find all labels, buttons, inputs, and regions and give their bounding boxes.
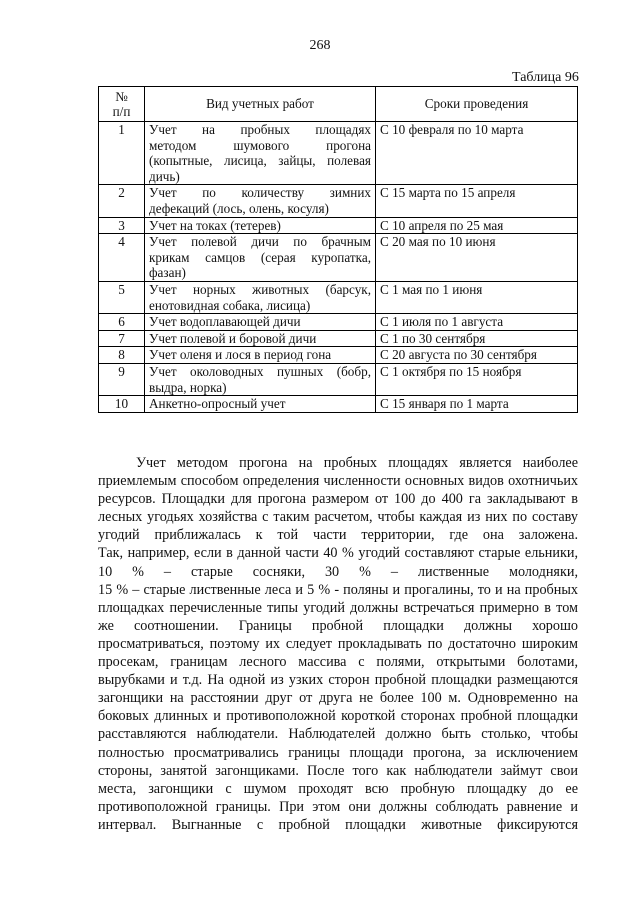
- row-dates: С 15 января по 1 марта: [376, 396, 578, 413]
- header-number-pp: п/п: [112, 104, 131, 119]
- row-number: 10: [99, 396, 145, 413]
- row-number: 8: [99, 347, 145, 364]
- table-row: [99, 330, 578, 347]
- row-dates: С 10 апреля по 25 мая: [376, 217, 578, 234]
- row-kind-line: Учет околоводных пушных (бобр,: [149, 363, 371, 379]
- row-kind-line: Учет водоплавающей дичи: [149, 314, 301, 330]
- body-line: 15 % – старые лиственные леса и 5 % - поляны и прогалины, то и на пробных: [98, 581, 578, 598]
- row-dates: С 20 августа по 30 сентября: [376, 347, 578, 364]
- body-line: просекам, границам лесного массива с полями, открытыми болотами,: [98, 654, 578, 671]
- header-number-sign: №: [115, 89, 128, 104]
- row-number: 2: [99, 185, 145, 217]
- row-kind-line: выдра, норка): [149, 379, 227, 395]
- body-line: лесных угодьях хозяйства с таким расчетом, чтобы каждая из них по составу: [98, 509, 578, 526]
- row-kind: [145, 363, 376, 395]
- table-row: [99, 396, 578, 413]
- row-kind-line: Учет по количеству зимних: [149, 185, 371, 201]
- row-kind: [145, 281, 376, 313]
- row-kind-line: Учет полевой и боровой дичи: [149, 330, 317, 346]
- row-number: 5: [99, 281, 145, 313]
- row-kind-line: крикам самцов (серая куропатка,: [149, 249, 371, 265]
- row-kind-line: Учет оленя и лося в период гона: [149, 347, 332, 363]
- row-dates: С 1 мая по 1 июня: [376, 281, 578, 313]
- row-kind-line: Учет на токах (тетерев): [149, 217, 281, 233]
- row-kind-line: енотовидная собака, лисица): [149, 297, 311, 313]
- table-row: [99, 185, 578, 217]
- row-kind-line: (копытные, лисица, зайцы, полевая: [149, 153, 371, 169]
- body-line: площадках перечисленные типы угодий должны встречаться примерно в том: [98, 599, 578, 616]
- table-body: [99, 122, 578, 413]
- row-kind-line: дичь): [149, 168, 180, 184]
- body-line: боковых длинных и противоположной короткой сторонах пробной площадки: [98, 708, 578, 725]
- row-number: 9: [99, 363, 145, 395]
- row-dates: С 20 мая по 10 июня: [376, 234, 578, 282]
- table-row: [99, 217, 578, 234]
- page-number: 268: [309, 38, 331, 53]
- row-kind-line: Анкетно-опросный учет: [149, 396, 286, 412]
- body-line: же соотношении. Границы пробной площадки должны хорошо: [98, 617, 578, 634]
- header-kind: Вид учетных работ: [145, 87, 376, 122]
- table-header-row: [99, 87, 578, 122]
- body-line: вырубками и т.д. На одной из узких сторон пробной площадки размещаются: [98, 672, 578, 689]
- row-kind: [145, 347, 376, 364]
- row-dates: С 1 по 30 сентября: [376, 330, 578, 347]
- body-line: интервал. Выгнанные с пробной площадки животные фиксируются: [98, 816, 578, 833]
- row-kind-line: дефекаций (лось, олень, косуля): [149, 200, 329, 216]
- body-line: ресурсов. Площадки для прогона размером от 100 до 400 га закладывают в: [98, 491, 578, 508]
- row-kind: [145, 185, 376, 217]
- row-number: 1: [99, 122, 145, 185]
- body-line: просматриваться, поэтому их следует прокладывать по достаточно широким: [98, 635, 578, 652]
- row-kind: [145, 234, 376, 282]
- body-line: стороны, занятой загонщиками. После того как наблюдатели займут свои: [98, 762, 578, 779]
- body-line: Учет методом прогона на пробных площадях является наиболее: [136, 455, 578, 471]
- row-dates: С 10 февраля по 10 марта: [376, 122, 578, 185]
- table-row: [99, 347, 578, 364]
- body-line: загонщики на расстоянии друг от друга не более 100 м. Одновременно на: [98, 690, 578, 707]
- row-kind: [145, 330, 376, 347]
- body-line: приемлемым способом определения численности основных видов охотничьих: [98, 473, 578, 490]
- header-dates: Сроки проведения: [376, 87, 578, 122]
- hunting-survey-table: [98, 86, 578, 413]
- row-dates: С 1 октября по 15 ноября: [376, 363, 578, 395]
- body-line: противоположной границы. При этом они должны соблюдать равнение и: [98, 798, 578, 815]
- row-kind-line: Учет норных животных (барсук,: [149, 281, 371, 297]
- row-kind: [145, 396, 376, 413]
- row-kind: [145, 122, 376, 185]
- row-number: 3: [99, 217, 145, 234]
- body-paragraph: [98, 454, 578, 834]
- body-line: 10 % – старые сосняки, 30 % – лиственные молодняки,: [98, 563, 578, 580]
- body-line: расставляются наблюдатели. Наблюдателей должно быть столько, чтобы: [98, 726, 578, 743]
- row-kind: [145, 217, 376, 234]
- body-line: полностью просматривались границы площади прогона, за исключением: [98, 744, 578, 761]
- header-number: [99, 87, 145, 122]
- table-row: [99, 314, 578, 331]
- row-kind-line: фазан): [149, 265, 186, 281]
- row-kind-line: Учет на пробных площадях: [149, 122, 371, 137]
- row-dates: С 1 июля по 1 августа: [376, 314, 578, 331]
- body-line: места, загонщики с шумом проходят всю пробную площадку до ее: [98, 780, 578, 797]
- body-line: Так, например, если в данной части 40 % угодий составляют старые ельники,: [98, 545, 578, 562]
- row-kind: [145, 314, 376, 331]
- row-number: 6: [99, 314, 145, 331]
- row-kind-line: Учет полевой дичи по брачным: [149, 234, 371, 250]
- body-line: угодий приближалась к той части территории, где она заложена.: [98, 527, 578, 544]
- row-dates: С 15 марта по 15 апреля: [376, 185, 578, 217]
- table-row: [99, 234, 578, 282]
- table-caption: Таблица 96: [512, 70, 579, 85]
- row-number: 7: [99, 330, 145, 347]
- row-number: 4: [99, 234, 145, 282]
- table-row: [99, 363, 578, 395]
- table-row: [99, 281, 578, 313]
- row-kind-line: методом шумового прогона: [149, 137, 371, 153]
- table-row: [99, 122, 578, 185]
